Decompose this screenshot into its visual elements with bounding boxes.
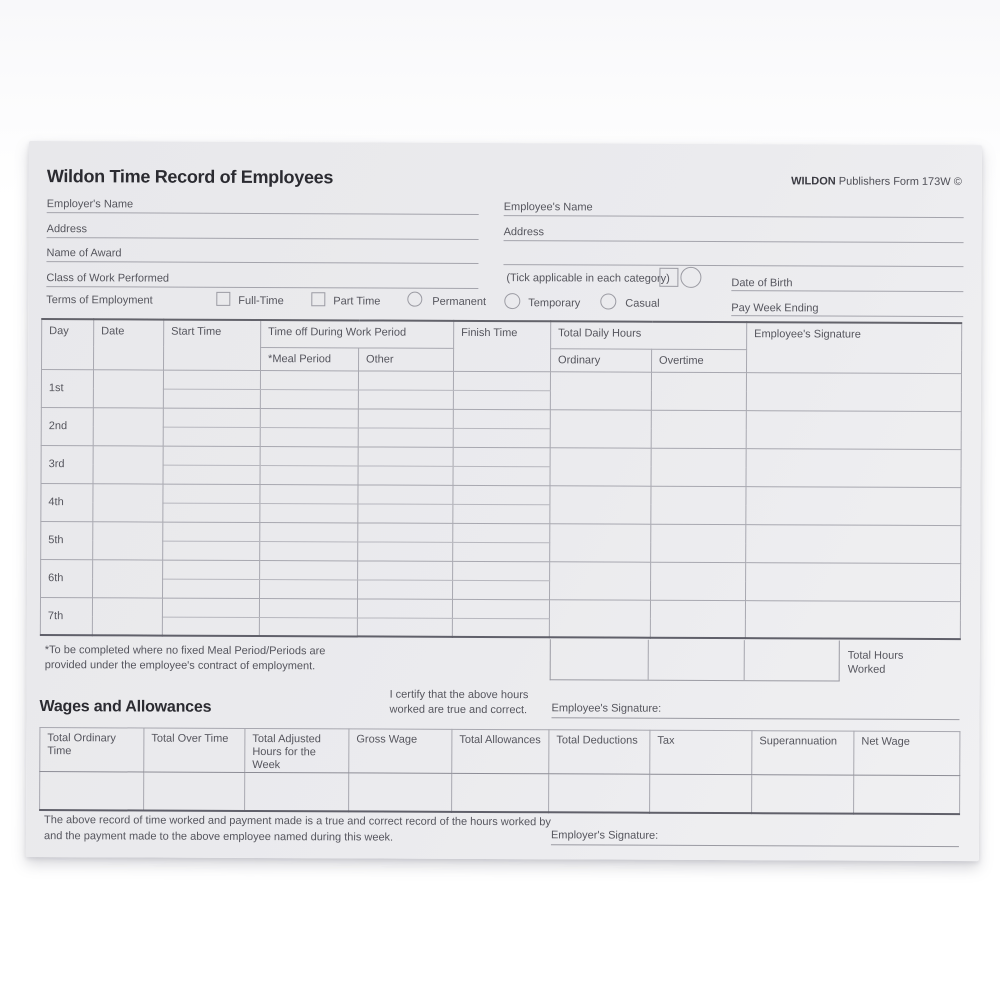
overtime-total-cell xyxy=(649,640,745,680)
footer-declaration: The above record of time worked and payment made is a true and correct record of the hours worked by and the payment made to the above employee named during this week. xyxy=(43,814,551,844)
day-cell: 5th xyxy=(41,521,93,559)
employee-address-label: Address xyxy=(503,226,544,239)
work-class-field xyxy=(46,268,478,289)
employee-signature-line xyxy=(551,702,959,720)
date-cell xyxy=(93,369,163,407)
casual-radio xyxy=(600,293,616,309)
col-header-day: Day xyxy=(42,319,94,369)
category-tick-box xyxy=(659,268,678,287)
day-cell: 7th xyxy=(40,597,92,635)
date-cell xyxy=(93,407,163,445)
date-cell xyxy=(93,483,163,521)
date-of-birth-field xyxy=(731,273,963,292)
award-name-label: Name of Award xyxy=(46,247,122,260)
terms-of-employment-label: Terms of Employment xyxy=(46,294,153,307)
full-time-checkbox xyxy=(216,292,230,306)
col-header-total-allowances: Total Allowances xyxy=(452,729,549,773)
col-header-employee-signature: Employee's Signature xyxy=(747,322,962,373)
full-time-label: Full-Time xyxy=(238,294,284,308)
casual-label: Casual xyxy=(625,297,660,310)
signature-cell xyxy=(745,600,960,639)
col-header-net-wage: Net Wage xyxy=(854,731,960,775)
col-header-time-off: Time off During Work Period xyxy=(261,320,454,348)
employer-address-field xyxy=(47,219,479,240)
wages-value-row xyxy=(40,772,960,814)
col-header-overtime: Overtime xyxy=(651,349,746,372)
pay-week-ending-label: Pay Week Ending xyxy=(731,302,819,315)
paper-form xyxy=(26,141,982,861)
temporary-label: Temporary xyxy=(528,297,581,310)
employee-signature-label: Employee's Signature: xyxy=(551,702,662,715)
employer-name-field xyxy=(47,194,479,215)
signature-cell xyxy=(746,448,961,487)
part-time-checkbox xyxy=(311,292,325,306)
date-of-birth-label: Date of Birth xyxy=(731,277,793,290)
certification-statement: I certify that the above hours worked are true and correct. xyxy=(389,688,529,717)
signature-cell xyxy=(746,562,961,601)
col-header-gross-wage: Gross Wage xyxy=(349,729,452,773)
form-number: Publishers Form 173W © xyxy=(838,175,962,189)
meal-period-footnote: *To be completed where no fixed Meal Period/Periods are provided under the employee's contract of employment. xyxy=(44,644,326,673)
employer-signature-label: Employer's Signature: xyxy=(550,829,659,842)
col-header-tax: Tax xyxy=(650,730,752,774)
col-header-total-ordinary-time: Total Ordinary Time xyxy=(40,728,144,772)
form-title: Wildon Time Record of Employees xyxy=(46,166,334,188)
employee-address-extra-line xyxy=(503,246,963,267)
col-header-total-deductions: Total Deductions xyxy=(549,730,650,774)
col-header-total-adjusted-hours: Total Adjusted Hours for the Week xyxy=(245,728,349,772)
form-reference xyxy=(791,175,962,188)
work-class-label: Class of Work Performed xyxy=(46,272,170,285)
brand-name: WILDON xyxy=(791,175,836,188)
day-cell: 4th xyxy=(41,483,93,521)
part-time-label: Part Time xyxy=(333,295,381,308)
wages-table xyxy=(39,727,960,815)
date-cell xyxy=(92,597,162,635)
employer-name-label: Employer's Name xyxy=(46,198,134,211)
day-cell: 3rd xyxy=(41,445,93,483)
col-header-ordinary: Ordinary xyxy=(551,348,652,371)
col-header-total-daily-hours: Total Daily Hours xyxy=(551,321,747,349)
date-cell xyxy=(93,445,163,483)
col-header-meal-period: *Meal Period xyxy=(261,347,359,370)
date-cell xyxy=(93,559,163,597)
col-header-superannuation: Superannuation xyxy=(752,731,854,775)
total-hours-cell xyxy=(744,640,839,680)
signature-cell xyxy=(746,410,961,449)
employee-name-field xyxy=(504,197,964,218)
employer-address-label: Address xyxy=(46,223,88,236)
day-cell: 6th xyxy=(41,559,93,597)
category-tick-circle xyxy=(680,267,701,288)
permanent-label: Permanent xyxy=(432,295,487,308)
tick-category-note: (Tick applicable in each category) xyxy=(506,272,670,285)
employee-address-field xyxy=(504,222,964,243)
weekly-totals-box xyxy=(550,639,840,681)
col-header-total-over-time: Total Over Time xyxy=(144,728,245,772)
wages-section-title: Wages and Allowances xyxy=(39,698,212,716)
permanent-radio xyxy=(407,292,422,307)
award-name-field xyxy=(46,243,478,264)
col-header-date: Date xyxy=(94,319,164,369)
signature-cell xyxy=(746,524,961,563)
col-header-other: Other xyxy=(359,347,454,370)
signature-cell xyxy=(746,372,961,411)
day-cell: 1st xyxy=(41,369,93,407)
date-cell xyxy=(93,521,163,559)
pay-week-ending-field xyxy=(731,298,963,317)
employee-name-label: Employee's Name xyxy=(503,201,593,214)
time-record-table xyxy=(40,318,962,640)
col-header-start-time: Start Time xyxy=(164,320,261,370)
temporary-radio xyxy=(504,293,520,309)
total-hours-worked-label: Total Hours Worked xyxy=(847,649,904,676)
day-cell: 2nd xyxy=(41,407,93,445)
col-header-finish-time: Finish Time xyxy=(454,321,551,371)
employer-signature-line xyxy=(551,829,959,847)
signature-cell xyxy=(746,486,961,525)
ordinary-total-cell xyxy=(551,639,649,679)
